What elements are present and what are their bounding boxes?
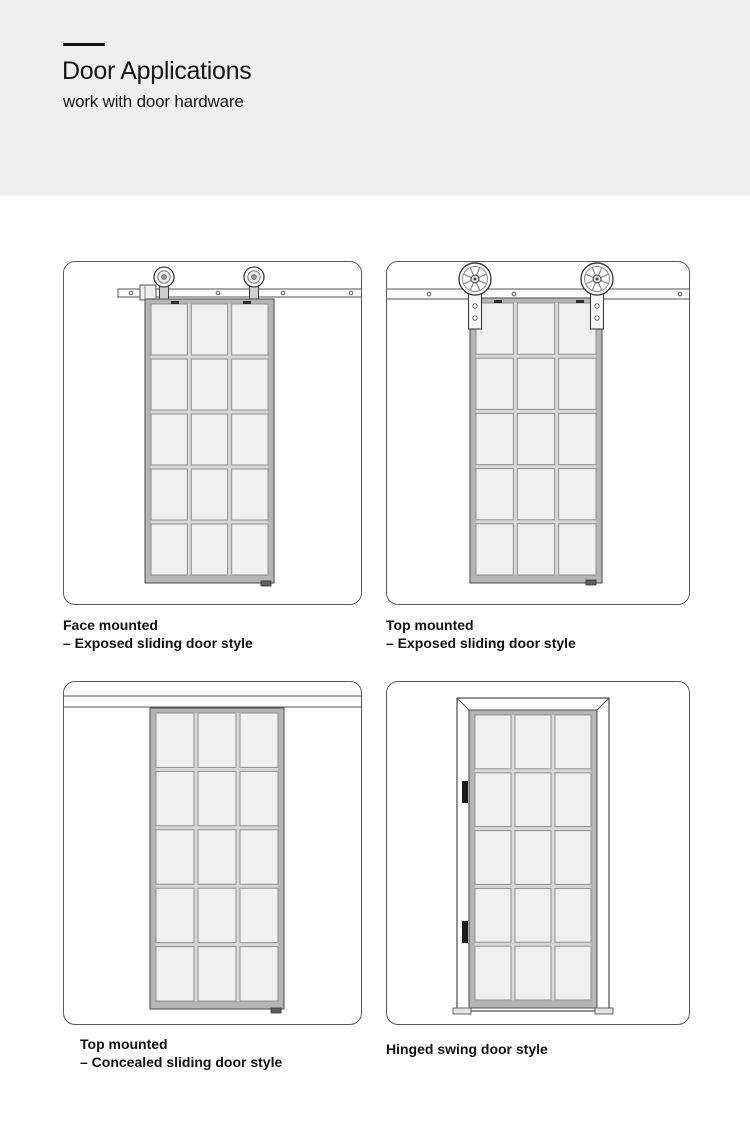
page-title: Door Applications [62,57,252,85]
caption-top-mounted-exposed [386,616,576,652]
caption-line: Face mounted [63,617,158,633]
caption-face-mounted-exposed [63,616,253,652]
panel-top-mounted-concealed [63,681,362,1025]
caption-hinged-swing [386,1040,548,1058]
face-mounted-exposed-sliding-door-illustration [64,262,361,604]
caption-line: Top mounted [80,1036,168,1052]
page-header [0,0,750,195]
header-dash-rule [63,43,105,46]
panel-hinged-swing [386,681,690,1025]
top-mounted-exposed-sliding-door-illustration [387,262,689,604]
panel-top-mounted-exposed [386,261,690,605]
caption-line: Hinged swing door style [386,1041,548,1057]
page-subtitle: work with door hardware [63,92,244,111]
panel-face-mounted-exposed [63,261,362,605]
caption-top-mounted-concealed [80,1035,282,1071]
caption-line: Top mounted [386,617,474,633]
caption-line: – Concealed sliding door style [80,1054,283,1070]
hinged-swing-door-illustration [387,682,689,1024]
caption-line: – Exposed sliding door style [63,635,253,651]
top-mounted-concealed-sliding-door-illustration [64,682,361,1024]
caption-line: – Exposed sliding door style [386,635,576,651]
